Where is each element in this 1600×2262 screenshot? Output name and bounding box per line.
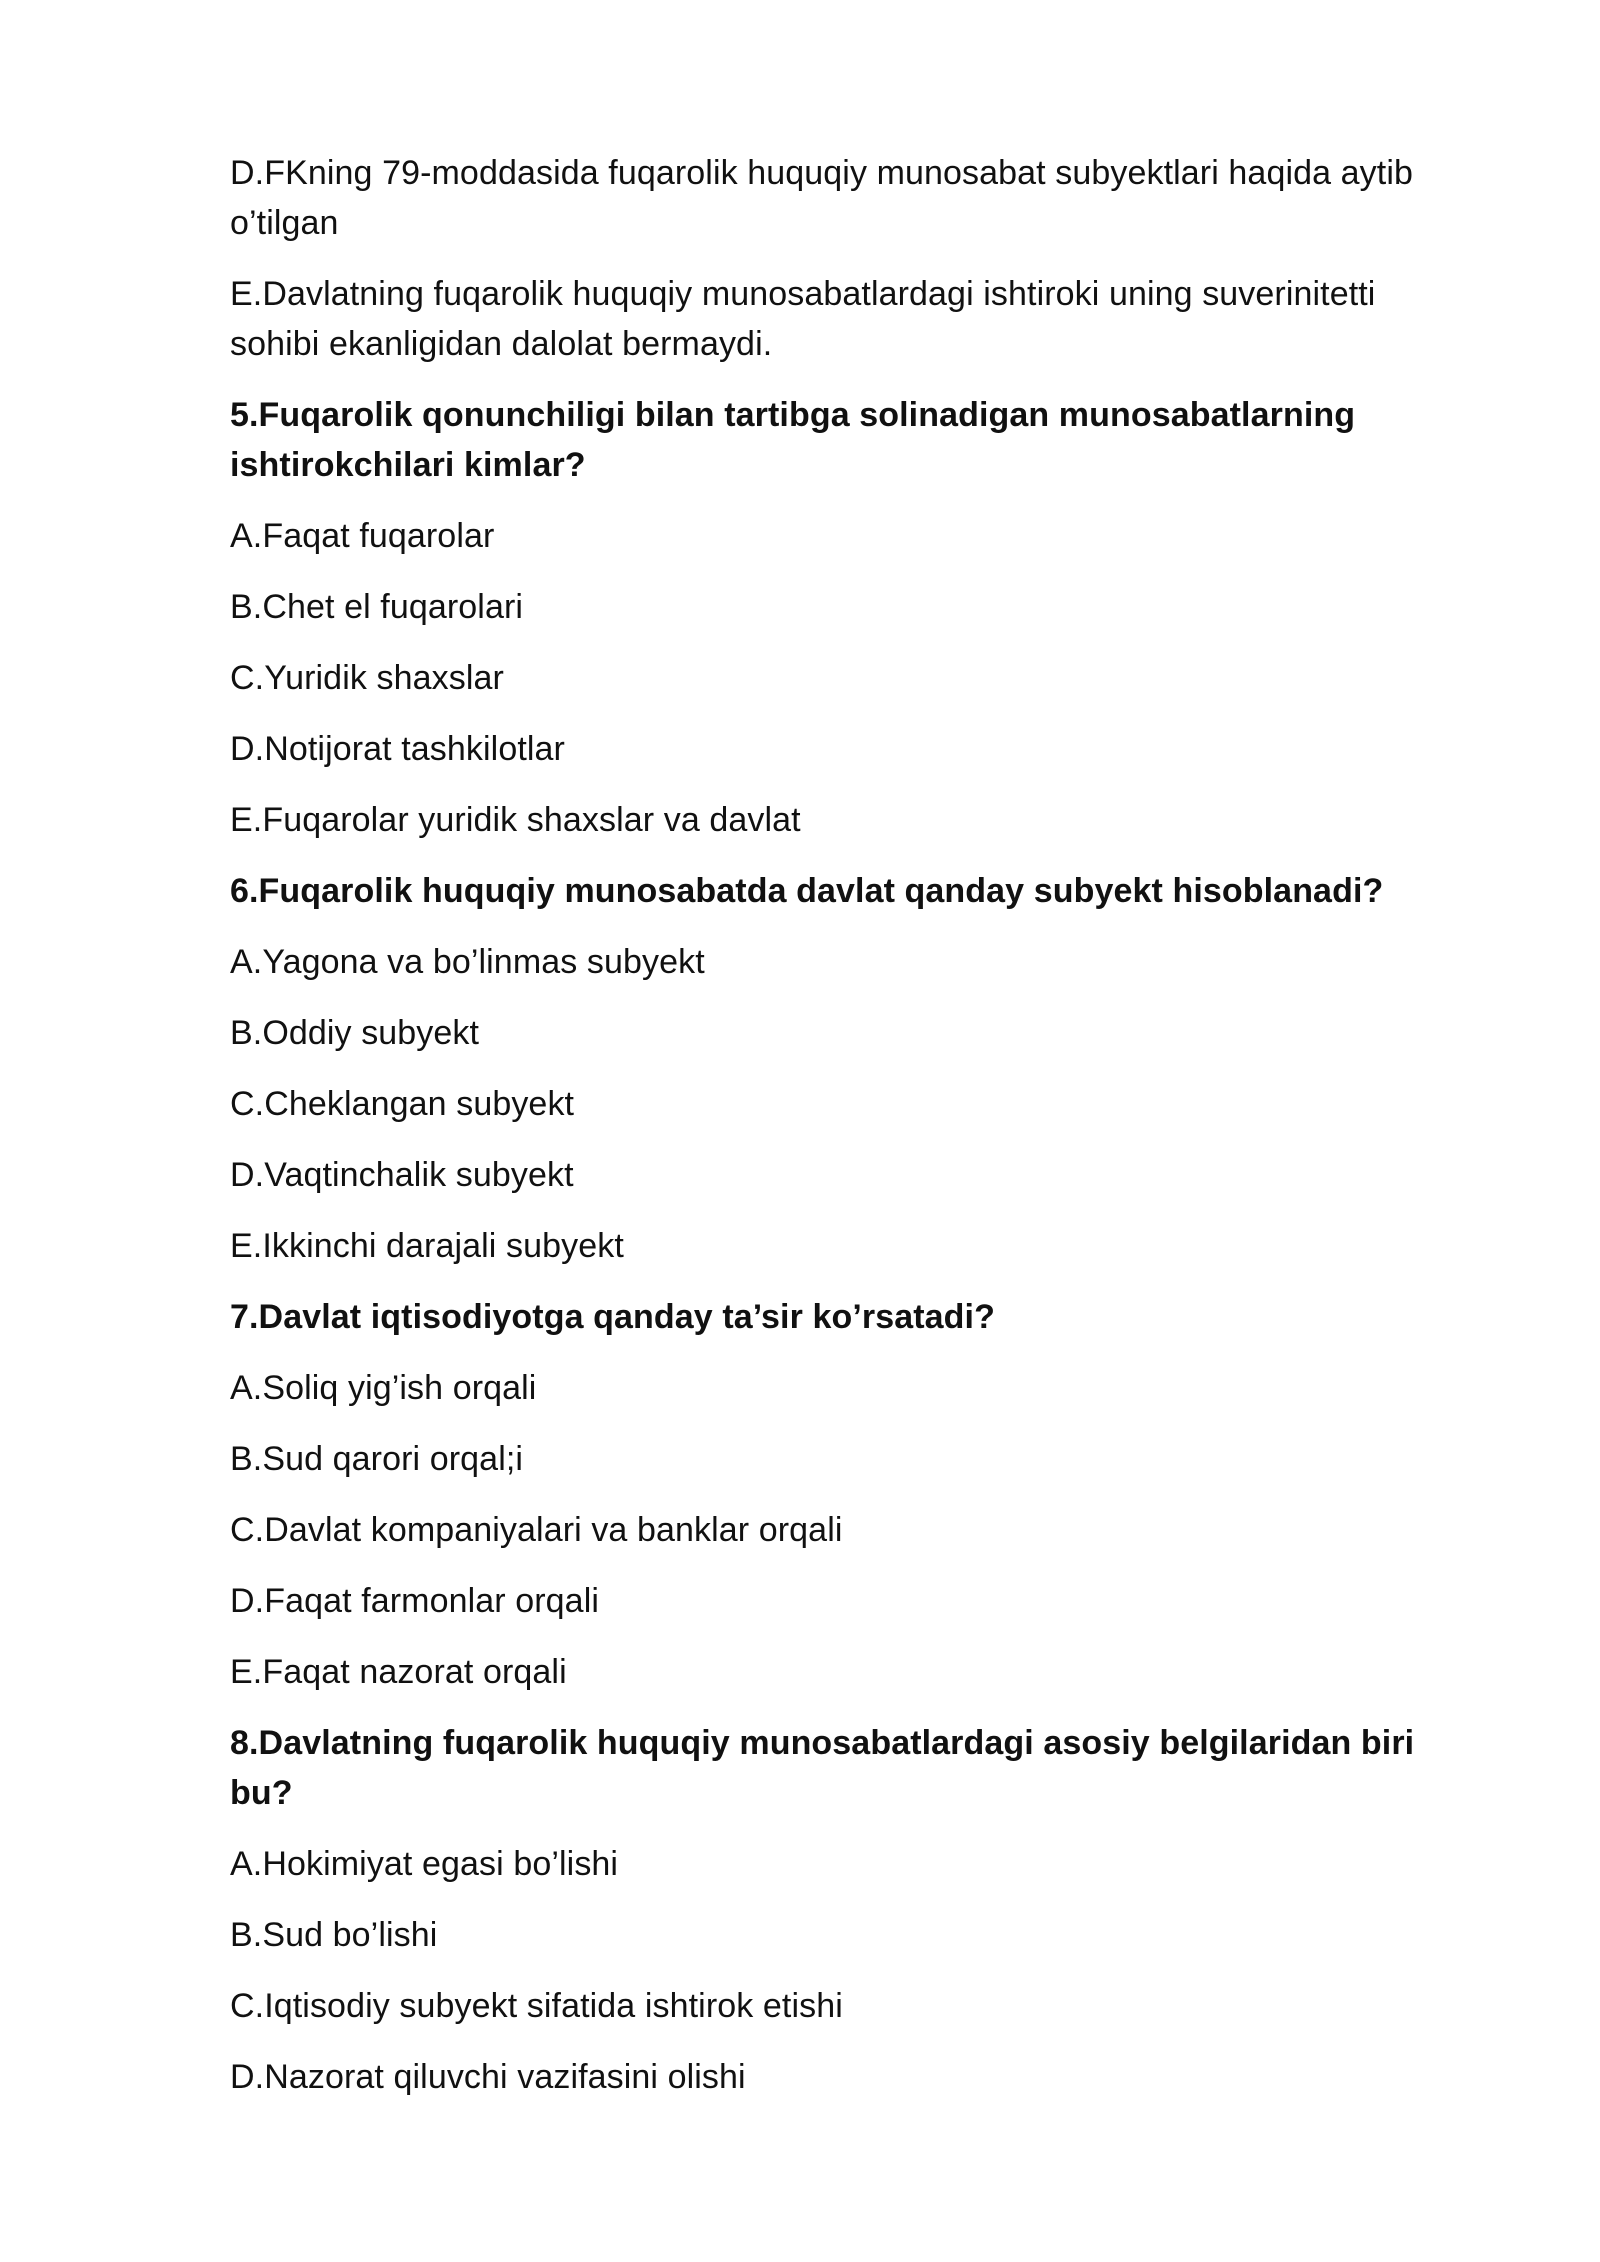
answer-option: B.Sud qarori orqal;i: [230, 1440, 524, 1478]
answer-option: C.Cheklangan subyekt: [230, 1085, 575, 1123]
document-page: [230, 148, 1460, 2123]
answer-option: C.Iqtisodiy subyekt sifatida ishtirok etishi: [230, 1987, 843, 2025]
question-heading: 8.Davlatning fuqarolik huquqiy munosabatlardagi asosiy belgilaridan biri bu?: [230, 1724, 1415, 1812]
answer-option: B.Oddiy subyekt: [230, 1014, 480, 1052]
answer-option: B.Sud bo’lishi: [230, 1916, 438, 1954]
answer-option: A.Soliq yig’ish orqali: [230, 1369, 537, 1407]
answer-option: E.Faqat nazorat orqali: [230, 1653, 567, 1691]
answer-option: A.Yagona va bo’linmas subyekt: [230, 943, 705, 981]
question-heading: 7.Davlat iqtisodiyotga qanday ta’sir ko’rsatadi?: [230, 1298, 995, 1336]
answer-option: E.Davlatning fuqarolik huquqiy munosabatlardagi ishtiroki uning suverinitetti sohibi ekanligidan dalolat bermaydi.: [230, 275, 1376, 363]
answer-option: D.Notijorat tashkilotlar: [230, 730, 565, 768]
answer-option: D.Faqat farmonlar orqali: [230, 1582, 599, 1620]
question-heading: 6.Fuqarolik huquqiy munosabatda davlat qanday subyekt hisoblanadi?: [230, 872, 1384, 910]
answer-option: D.FKning 79-moddasida fuqarolik huquqiy munosabat subyektlari haqida aytib o’tilgan: [230, 154, 1413, 242]
answer-option: B.Chet el fuqarolari: [230, 588, 524, 626]
answer-option: D.Vaqtinchalik subyekt: [230, 1156, 574, 1194]
answer-option: C.Yuridik shaxslar: [230, 659, 504, 697]
answer-option: A.Faqat fuqarolar: [230, 517, 495, 555]
answer-option: A.Hokimiyat egasi bo’lishi: [230, 1845, 619, 1883]
question-heading: 5.Fuqarolik qonunchiligi bilan tartibga solinadigan munosabatlarning ishtirokchilari kimlar?: [230, 396, 1356, 484]
answer-option: E.Fuqarolar yuridik shaxslar va davlat: [230, 801, 801, 839]
answer-option: D.Nazorat qiluvchi vazifasini olishi: [230, 2058, 746, 2096]
answer-option: E.Ikkinchi darajali subyekt: [230, 1227, 624, 1265]
answer-option: C.Davlat kompaniyalari va banklar orqali: [230, 1511, 843, 1549]
